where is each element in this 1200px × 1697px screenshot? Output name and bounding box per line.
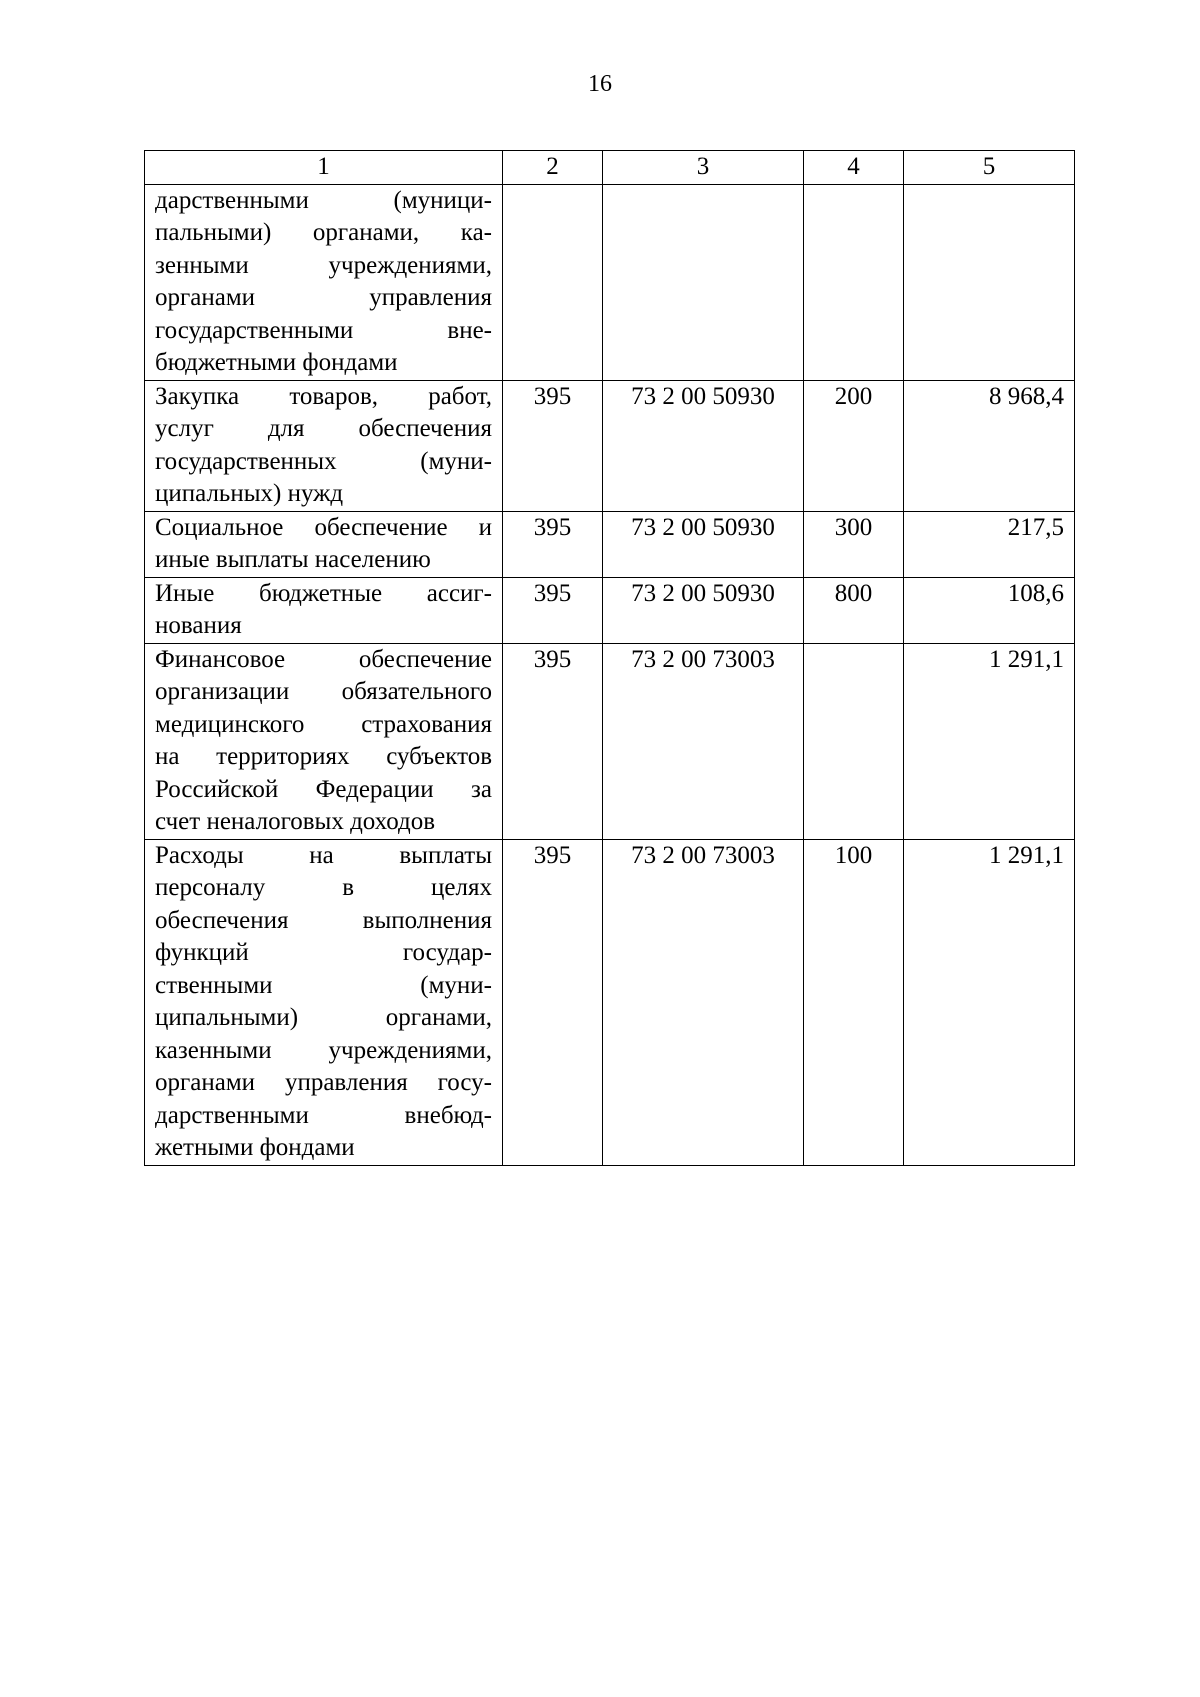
ministry-code-cell: 395 [503,577,603,643]
amount-cell: 217,5 [904,511,1075,577]
expense-name-line: Иные бюджетные ассиг- [155,579,492,607]
expense-name-line: Закупка товаров, работ, [155,382,492,410]
header-cell: 5 [904,151,1075,185]
page-number: 16 [588,71,612,97]
target-article-cell: 73 2 00 73003 [603,839,804,1165]
target-article-cell [603,184,804,380]
expense-name-line: ципальными) органами, [155,1004,492,1031]
table-row [145,643,1075,839]
expense-name-line: услуг для обеспечения [155,415,492,442]
expense-name-line: Расходы на выплаты [155,841,492,869]
table-row [145,511,1075,577]
budget-table [144,150,1075,1166]
header-cell: 4 [804,151,904,185]
ministry-code-cell: 395 [503,380,603,511]
expense-name-line: ципальных) нужд [155,480,344,507]
expense-name-line: персоналу в целях [155,874,492,901]
expense-name-cell [145,839,503,1165]
ministry-code-cell: 395 [503,643,603,839]
expense-name-cell [145,577,503,643]
expense-name-line: казенными учреждениями, [155,1036,492,1064]
expense-name-line: организации обязательного [155,678,492,705]
expense-name-line: бюджетными фондами [155,349,398,376]
amount-cell: 1 291,1 [904,643,1075,839]
expense-name-line: ственными (муни- [155,971,492,999]
header-cell: 3 [603,151,804,185]
amount-cell: 1 291,1 [904,839,1075,1165]
target-article-cell: 73 2 00 50930 [603,577,804,643]
table-row [145,184,1075,380]
expense-name-line: дарственными (муници- [155,186,492,214]
expense-name-line: обеспечения выполнения [155,906,492,934]
expense-type-cell: 800 [804,577,904,643]
amount-cell: 108,6 [904,577,1075,643]
expense-type-cell: 300 [804,511,904,577]
expense-type-cell [804,184,904,380]
expense-name-line: нования [155,612,242,639]
expense-type-cell [804,643,904,839]
expense-name-line: иные выплаты населению [155,546,431,573]
expense-name-line: государственных (муни- [155,447,492,475]
expense-name-line: Российской Федерации за [155,775,492,803]
target-article-cell: 73 2 00 50930 [603,511,804,577]
expense-name-line: на территориях субъектов [155,743,492,770]
ministry-code-cell: 395 [503,511,603,577]
ministry-code-cell [503,184,603,380]
table-row [145,577,1075,643]
table-row [145,380,1075,511]
expense-name-cell [145,511,503,577]
amount-cell [904,184,1075,380]
ministry-code-cell: 395 [503,839,603,1165]
expense-name-line: государственными вне- [155,316,492,344]
header-cell: 1 [145,151,503,185]
expense-name-line: пальными) органами, ка- [155,219,492,246]
expense-name-line: органами управления [155,284,492,311]
expense-name-line: органами управления госу- [155,1069,492,1096]
expense-name-cell [145,643,503,839]
amount-cell: 8 968,4 [904,380,1075,511]
expense-name-line: дарственными внебюд- [155,1101,492,1129]
expense-name-line: зенными учреждениями, [155,251,492,279]
expense-name-line: медицинского страхования [155,710,492,738]
expense-name-cell [145,184,503,380]
expense-name-cell [145,380,503,511]
table-header-row [145,151,1075,185]
table-row [145,839,1075,1165]
target-article-cell: 73 2 00 50930 [603,380,804,511]
expense-type-cell: 200 [804,380,904,511]
expense-type-cell: 100 [804,839,904,1165]
expense-name-line: жетными фондами [155,1134,355,1161]
expense-name-line: Финансовое обеспечение [155,645,492,673]
expense-name-line: счет неналоговых доходов [155,808,436,835]
header-cell: 2 [503,151,603,185]
expense-name-line: функций государ- [155,939,492,966]
target-article-cell: 73 2 00 73003 [603,643,804,839]
expense-name-line: Социальное обеспечение и [155,513,492,541]
